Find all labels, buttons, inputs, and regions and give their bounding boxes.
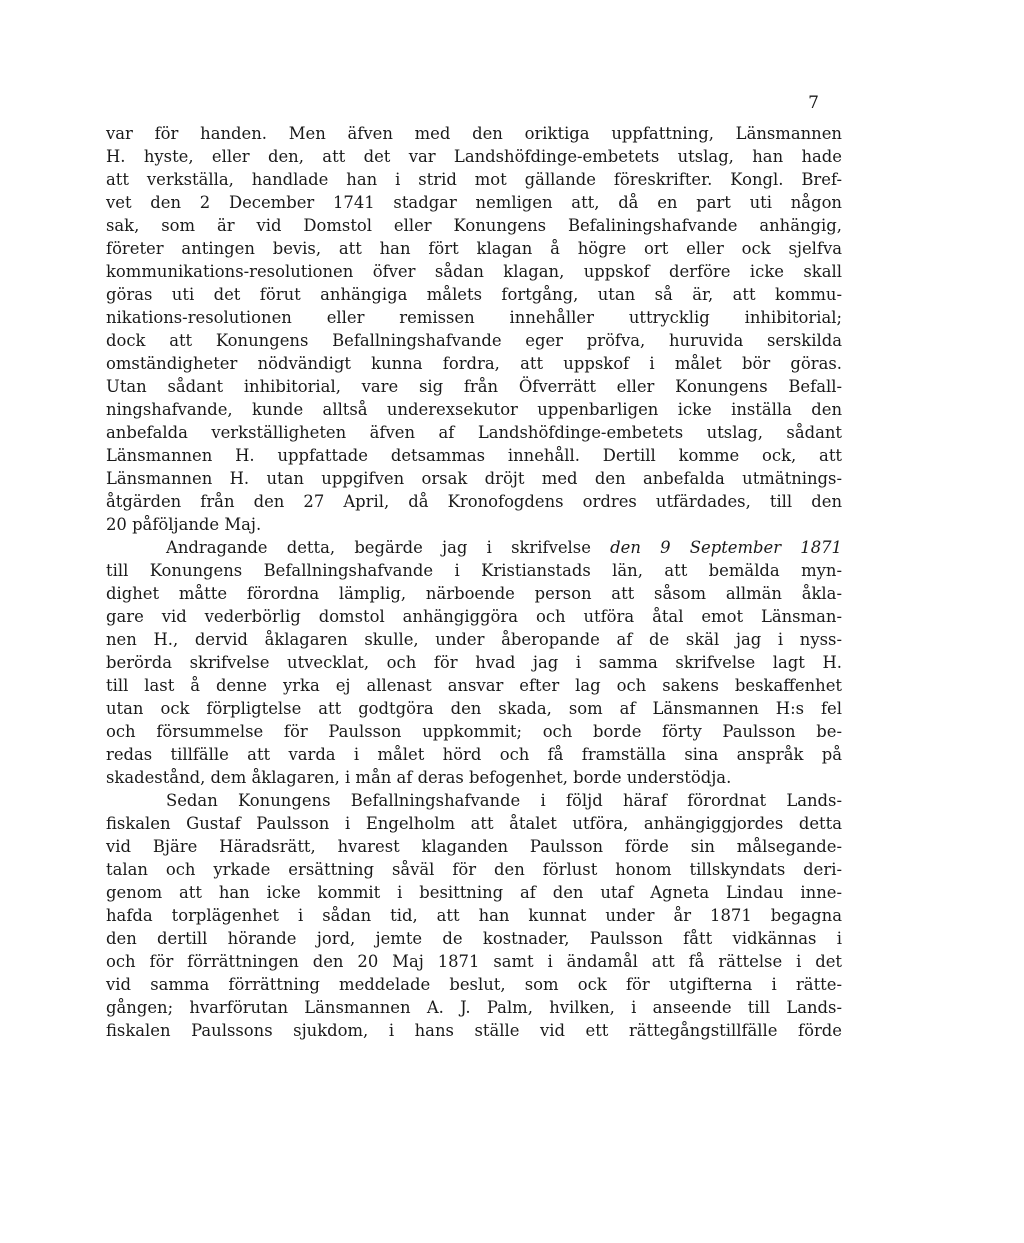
text-line: vid samma förrättning meddelade beslut, som ock för utgifterna i rätte- (106, 975, 842, 994)
text-line: ningshafvande, kunde alltså underexsekutor uppenbarligen icke inställa den (106, 400, 842, 419)
page-number: 7 (808, 93, 819, 113)
text-run: Andragande detta, begärde jag i skrifvelse (166, 538, 611, 557)
text-line: Länsmannen H. uppfattade detsammas innehåll. Dertill komme ock, att (106, 446, 842, 465)
paragraph-1 (106, 122, 842, 536)
text-line: Länsmannen H. utan uppgifven orsak dröjt med den anbefalda utmätnings- (106, 469, 842, 488)
text-line: den dertill hörande jord, jemte de kostnader, Paulsson fått vidkännas i (106, 929, 842, 948)
text-line: att verkställa, handlade han i strid mot gällande föreskrifter. Kongl. Bref- (106, 170, 842, 189)
text-line: Sedan Konungens Befallningshafvande i följd häraf förordnat Lands- (166, 791, 842, 810)
text-line: nikations-resolutionen eller remissen innehåller uttrycklig inhibitorial; (106, 308, 842, 327)
text-line: 20 påföljande Maj. (106, 515, 262, 534)
text-line: gången; hvarförutan Länsmannen A. J. Palm, hvilken, i anseende till Lands- (106, 998, 842, 1017)
text-line: åtgärden från den 27 April, då Kronofogdens ordres utfärdades, till den (106, 492, 842, 511)
text-line: dighet måtte förordna lämplig, närboende person att såsom allmän åkla- (106, 584, 842, 603)
text-line: anbefalda verkställigheten äfven af Landshöfdinge-embetets utslag, sådant (106, 423, 842, 442)
text-line: Utan sådant inhibitorial, vare sig från Öfverrätt eller Konungens Befall- (106, 377, 842, 396)
text-line: gare vid vederbörlig domstol anhängiggöra och utföra åtal emot Länsman- (106, 607, 842, 626)
text-line: genom att han icke kommit i besittning af den utaf Agneta Lindau inne- (106, 883, 842, 902)
text-line: nen H., dervid åklagaren skulle, under åberopande af de skäl jag i nyss- (106, 630, 842, 649)
text-line: var för handen. Men äfven med den oriktiga uppfattning, Länsmannen (106, 124, 842, 143)
body-text (106, 122, 842, 1042)
text-line: omständigheter nödvändigt kunna fordra, att uppskof i målet bör göras. (106, 354, 842, 373)
text-line: talan och yrkade ersättning såväl för den förlust honom tillskyndats deri- (106, 860, 842, 879)
text-line: företer antingen bevis, att han fört klagan å högre ort eller ock sjelfva (106, 239, 842, 258)
text-line: fiskalen Paulssons sjukdom, i hans ställe vid ett rättegångstillfälle förde (106, 1021, 842, 1040)
text-line: och för förrättningen den 20 Maj 1871 samt i ändamål att få rättelse i det (106, 952, 842, 971)
paragraph-2 (106, 536, 842, 789)
text-line: vet den 2 December 1741 stadgar nemligen att, då en part uti någon (106, 193, 842, 212)
text-line: redas tillfälle att varda i målet hörd och få framställa sina anspråk på (106, 745, 842, 764)
text-line: hafda torplägenhet i sådan tid, att han kunnat under år 1871 begagna (106, 906, 842, 925)
text-line: och försummelse för Paulsson uppkommit; och borde förty Paulsson be- (106, 722, 842, 741)
text-line: göras uti det förut anhängiga målets fortgång, utan så är, att kommu- (106, 285, 842, 304)
text-line: till Konungens Befallningshafvande i Kristianstads län, att bemälda myn- (106, 561, 842, 580)
text-line: H. hyste, eller den, att det var Landshöfdinge-embetets utslag, han hade (106, 147, 842, 166)
italic-date: den 9 September 1871 (610, 538, 842, 557)
text-line: vid Bjäre Häradsrätt, hvarest klaganden Paulsson förde sin målsegande- (106, 837, 842, 856)
text-line: utan ock förpligtelse att godtgöra den skada, som af Länsmannen H:s fel (106, 699, 842, 718)
text-line: skadestånd, dem åklagaren, i mån af deras befogenhet, borde understödja. (106, 768, 732, 787)
text-line-first (106, 536, 842, 559)
text-line: sak, som är vid Domstol eller Konungens Befaliningshafvande anhängig, (106, 216, 842, 235)
text-line: kommunikations-resolutionen öfver sådan klagan, uppskof derföre icke skall (106, 262, 842, 281)
text-line: berörda skrifvelse utvecklat, och för hvad jag i samma skrifvelse lagt H. (106, 653, 842, 672)
text-line: till last å denne yrka ej allenast ansvar efter lag och sakens beskaffenhet (106, 676, 842, 695)
paragraph-3 (106, 789, 842, 1042)
text-line: dock att Konungens Befallningshafvande eger pröfva, huruvida serskilda (106, 331, 842, 350)
text-line: fiskalen Gustaf Paulsson i Engelholm att åtalet utföra, anhängiggjordes detta (106, 814, 842, 833)
